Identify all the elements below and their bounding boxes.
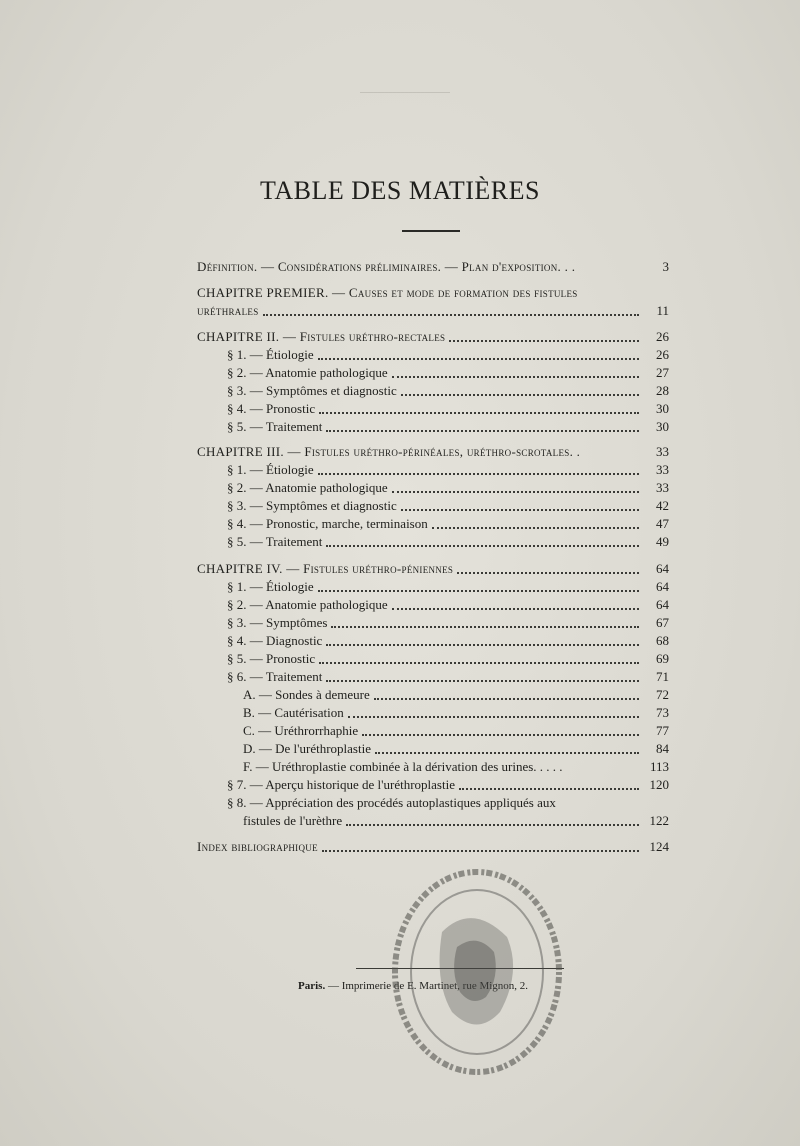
toc-entry-section xyxy=(227,614,669,632)
toc-entry-label: CHAPITRE III. — Fistules uréthro-périnéales, uréthro-scrotales. . xyxy=(197,444,581,459)
toc-entry-label: CHAPITRE IV. — Fistules uréthro-péniennes xyxy=(197,561,454,576)
toc-entry-page: 64 xyxy=(656,597,669,612)
toc-leader xyxy=(449,340,639,342)
toc-entry-chapter-2 xyxy=(197,328,669,346)
toc-entry-subsection xyxy=(243,758,669,776)
toc-entry-label: § 1. — Étiologie xyxy=(227,462,314,477)
toc-entry-section xyxy=(227,418,669,436)
toc-entry-page: 71 xyxy=(656,669,669,684)
toc-entry-page: 84 xyxy=(656,741,669,756)
toc-entry-page: 77 xyxy=(656,723,669,738)
toc-entry-label: § 2. — Anatomie pathologique xyxy=(227,597,388,612)
toc-entry-label: § 1. — Étiologie xyxy=(227,347,314,362)
toc-entry-subsection xyxy=(243,722,669,740)
toc-entry-label: § 2. — Anatomie pathologique xyxy=(227,480,388,495)
toc-entry-page: 30 xyxy=(656,401,669,416)
toc-entry-page: 28 xyxy=(656,383,669,398)
toc-entry-page: 120 xyxy=(649,777,669,792)
toc-entry-label: § 1. — Étiologie xyxy=(227,579,314,594)
toc-entry-page: 33 xyxy=(656,462,669,477)
toc-entry-page: 124 xyxy=(649,839,669,854)
toc-entry-page: 122 xyxy=(649,813,669,828)
toc-entry-label: C. — Uréthrorrhaphie xyxy=(243,723,359,738)
toc-entry-label: § 6. — Traitement xyxy=(227,669,323,684)
toc-leader xyxy=(392,608,639,610)
toc-entry-label: CHAPITRE II. — Fistules uréthro-rectales xyxy=(197,329,446,344)
toc-leader xyxy=(322,850,639,852)
toc-entry-page: 49 xyxy=(656,534,669,549)
toc-entry-label: § 5. — Traitement xyxy=(227,419,323,434)
toc-entry-page: 67 xyxy=(656,615,669,630)
toc-entry-page: 113 xyxy=(649,759,669,774)
toc-leader xyxy=(326,680,639,682)
toc-leader xyxy=(263,314,640,316)
toc-entry-chapter-1 xyxy=(197,284,578,302)
toc-entry-label: uréthrales xyxy=(197,303,259,318)
toc-entry-label: § 4. — Pronostic, marche, terminaison xyxy=(227,516,428,531)
toc-entry-section-cont xyxy=(243,812,669,830)
toc-entry-definition xyxy=(197,258,669,276)
toc-leader xyxy=(326,545,639,547)
toc-leader xyxy=(401,509,639,511)
toc-entry-page: 42 xyxy=(656,498,669,513)
toc-entry-chapter-4 xyxy=(197,560,669,578)
toc-entry-section xyxy=(227,364,669,382)
toc-entry-page: 33 xyxy=(656,480,669,495)
toc-leader xyxy=(319,412,639,414)
toc-leader xyxy=(375,752,639,754)
toc-entry-label: § 3. — Symptômes xyxy=(227,615,328,630)
toc-entry-section xyxy=(227,533,669,551)
toc-entry-page: 26 xyxy=(656,329,669,344)
toc-entry-page: 27 xyxy=(656,365,669,380)
toc-entry-label: § 5. — Pronostic xyxy=(227,651,316,666)
toc-entry-page: 73 xyxy=(656,705,669,720)
toc-entry-section xyxy=(227,515,669,533)
toc-entry-label: Index bibliographique xyxy=(197,839,318,854)
toc-entry-section xyxy=(227,382,669,400)
toc-entry-label: § 3. — Symptômes et diagnostic xyxy=(227,383,397,398)
toc-entry-label: § 3. — Symptômes et diagnostic xyxy=(227,498,397,513)
toc-entry-section xyxy=(227,776,669,794)
title-rule xyxy=(402,230,460,232)
toc-leader xyxy=(318,473,639,475)
toc-entry-label: § 5. — Traitement xyxy=(227,534,323,549)
toc-entry-page: 26 xyxy=(656,347,669,362)
library-stamp xyxy=(382,862,572,1082)
toc-leader xyxy=(318,358,639,360)
toc-entry-chapter-1-cont xyxy=(197,302,669,320)
toc-entry-subsection xyxy=(243,704,669,722)
toc-entry-label: CHAPITRE PREMIER. — Causes et mode de formation des fistules xyxy=(197,285,578,300)
toc-entry-page: 72 xyxy=(656,687,669,702)
toc-entry-section xyxy=(227,650,669,668)
toc-entry-label: A. — Sondes à demeure xyxy=(243,687,370,702)
toc-leader xyxy=(374,698,639,700)
toc-leader xyxy=(318,590,639,592)
toc-entry-subsection xyxy=(243,686,669,704)
toc-entry-label: F. — Uréthroplastie combinée à la dérivation des urines. . . . . xyxy=(243,759,563,774)
toc-entry-page: 47 xyxy=(656,516,669,531)
toc-entry-label: § 4. — Pronostic xyxy=(227,401,316,416)
imprint-text: — Imprimerie de E. Martinet, rue Mignon, 2. xyxy=(327,980,529,992)
toc-entry-page: 64 xyxy=(656,561,669,576)
toc-leader xyxy=(401,394,639,396)
page-title: TABLE DES MATIÈRES xyxy=(260,176,540,205)
toc-entry-index xyxy=(197,838,669,856)
toc-entry-section xyxy=(227,497,669,515)
toc-entry-page: 3 xyxy=(662,259,669,274)
toc-entry-section xyxy=(227,794,556,812)
toc-entry-section xyxy=(227,479,669,497)
toc-leader xyxy=(326,644,639,646)
toc-entry-label: § 4. — Diagnostic xyxy=(227,633,323,648)
toc-entry-label: Définition. — Considérations préliminaires. — Plan d'exposition. . . xyxy=(197,259,576,274)
toc-entry-page: 64 xyxy=(656,579,669,594)
toc-leader xyxy=(432,527,639,529)
toc-entry-page: 33 xyxy=(656,444,669,459)
toc-entry-section xyxy=(227,461,669,479)
toc-entry-section xyxy=(227,596,669,614)
toc-entry-page: 11 xyxy=(656,303,669,318)
toc-entry-label: B. — Cautérisation xyxy=(243,705,344,720)
toc-leader xyxy=(392,376,639,378)
toc-entry-label: § 8. — Appréciation des procédés autoplastiques appliqués aux xyxy=(227,795,556,810)
toc-entry-subsection xyxy=(243,740,669,758)
toc-leader xyxy=(392,491,639,493)
toc-entry-page: 30 xyxy=(656,419,669,434)
toc-entry-section xyxy=(227,346,669,364)
toc-leader xyxy=(459,788,639,790)
toc-leader xyxy=(362,734,639,736)
toc-entry-label: fistules de l'urèthre xyxy=(243,813,343,828)
toc-entry-page: 69 xyxy=(656,651,669,666)
toc-entry-section xyxy=(227,578,669,596)
toc-entry-section xyxy=(227,632,669,650)
toc-leader xyxy=(326,430,639,432)
toc-leader xyxy=(319,662,639,664)
toc-entry-section xyxy=(227,668,669,686)
toc-entry-page: 68 xyxy=(656,633,669,648)
toc-leader xyxy=(331,626,639,628)
toc-entry-label: § 2. — Anatomie pathologique xyxy=(227,365,388,380)
toc-leader xyxy=(348,716,639,718)
toc-entry-label: § 7. — Aperçu historique de l'uréthroplastie xyxy=(227,777,455,792)
toc-leader xyxy=(346,824,639,826)
bleed-through-mark xyxy=(360,92,450,103)
toc-entry-label: D. — De l'uréthroplastie xyxy=(243,741,371,756)
imprint-city: Paris. xyxy=(298,980,326,992)
toc-leader xyxy=(457,572,639,574)
toc-entry-section xyxy=(227,400,669,418)
toc-entry-chapter-3 xyxy=(197,443,669,461)
